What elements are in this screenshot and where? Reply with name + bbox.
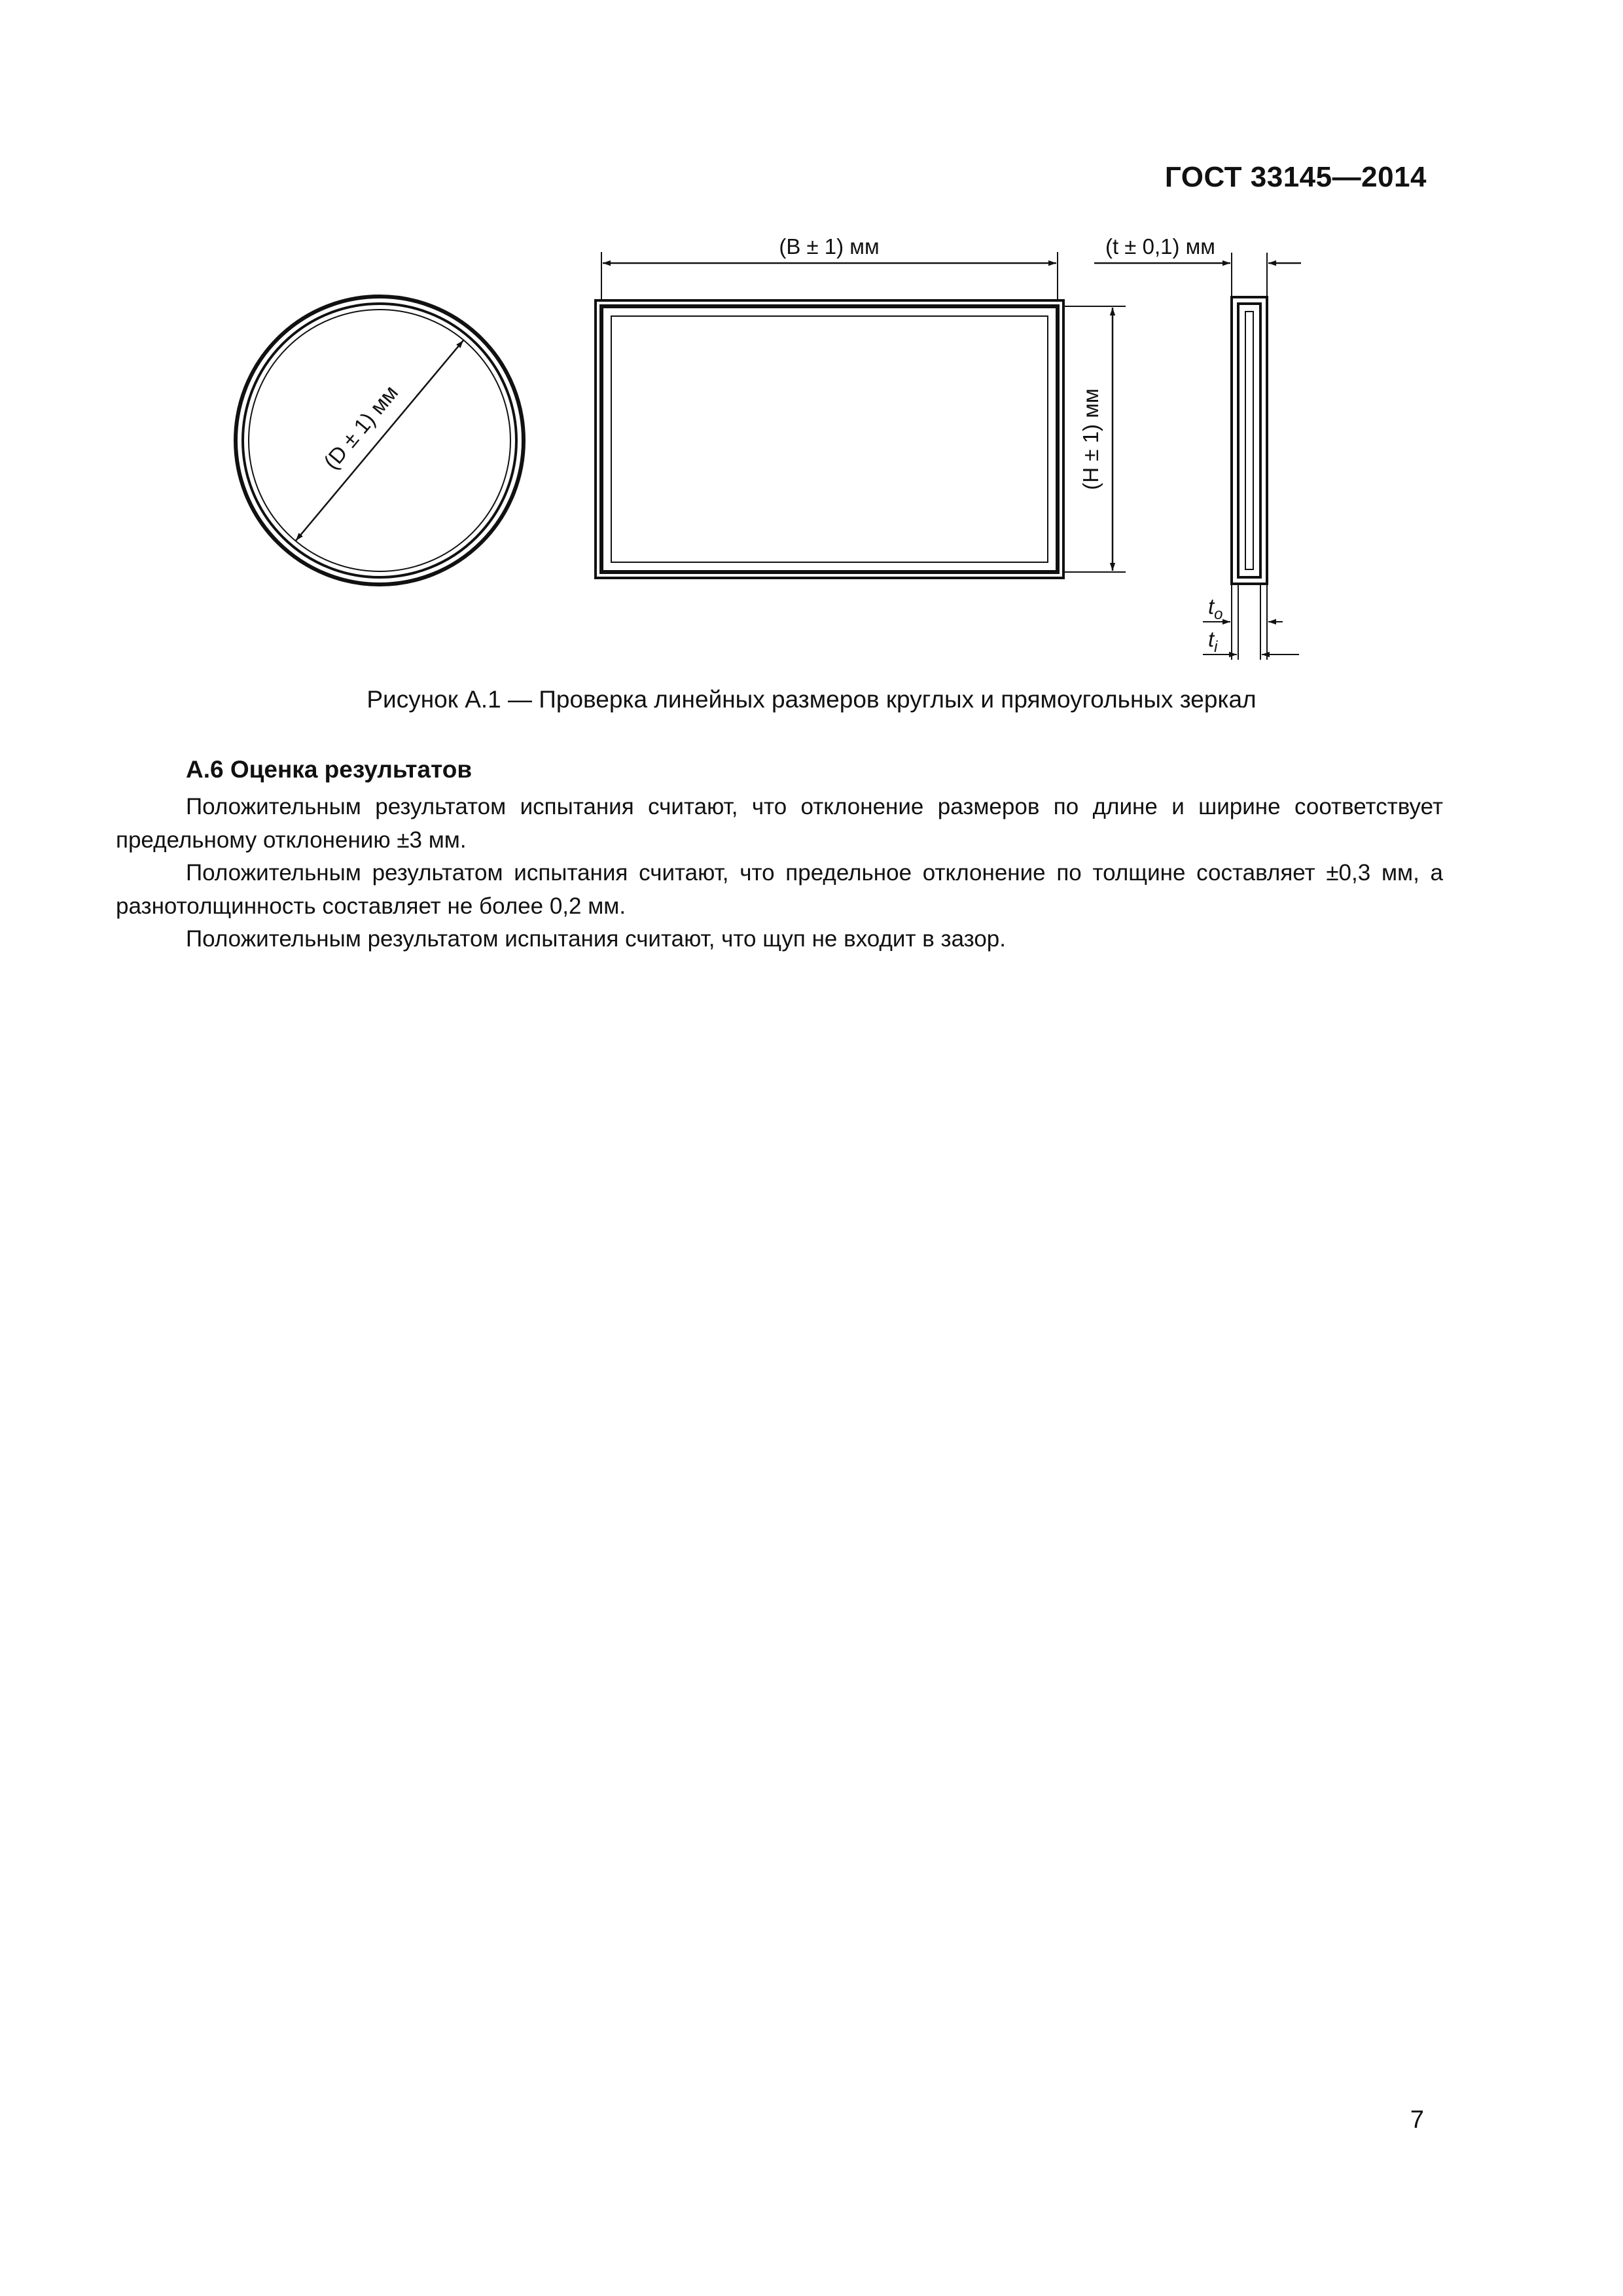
page-number: 7	[1410, 2106, 1424, 2134]
diameter-dimension-line	[296, 340, 463, 541]
paragraph: Положительным результатом испытания считают, что щуп не входит в зазор.	[186, 926, 1006, 952]
figure-mirrors	[0, 0, 1623, 720]
diameter-label: (D ± 1) мм	[319, 380, 403, 474]
paragraph: Положительным результатом испытания считают, что отклонение размеров по длине и ширине соответствует предельному отклонению ±3 мм.	[116, 794, 1443, 853]
document-header: ГОСТ 33145—2014	[1164, 161, 1427, 193]
t-outer-label: $t_o$	[1208, 594, 1223, 623]
figure-caption: Рисунок А.1 — Проверка линейных размеров круглых и прямоугольных зеркал	[366, 686, 1257, 713]
t-inner-label: $t_i$	[1208, 627, 1218, 656]
paragraph: Положительным результатом испытания считают, что предельное отклонение по толщине составляет ±0,3 мм, а разнотолщинность составляет не более 0,2 мм.	[116, 860, 1443, 919]
width-label: (B ± 1) мм	[779, 234, 880, 259]
height-label: (H ± 1) мм	[1079, 388, 1103, 490]
side-view	[1094, 234, 1301, 660]
thickness-label: (t ± 0,1) мм	[1105, 234, 1216, 259]
section-title: А.6 Оценка результатов	[186, 756, 473, 783]
round-mirror	[236, 296, 524, 584]
rect-mirror	[596, 234, 1126, 578]
